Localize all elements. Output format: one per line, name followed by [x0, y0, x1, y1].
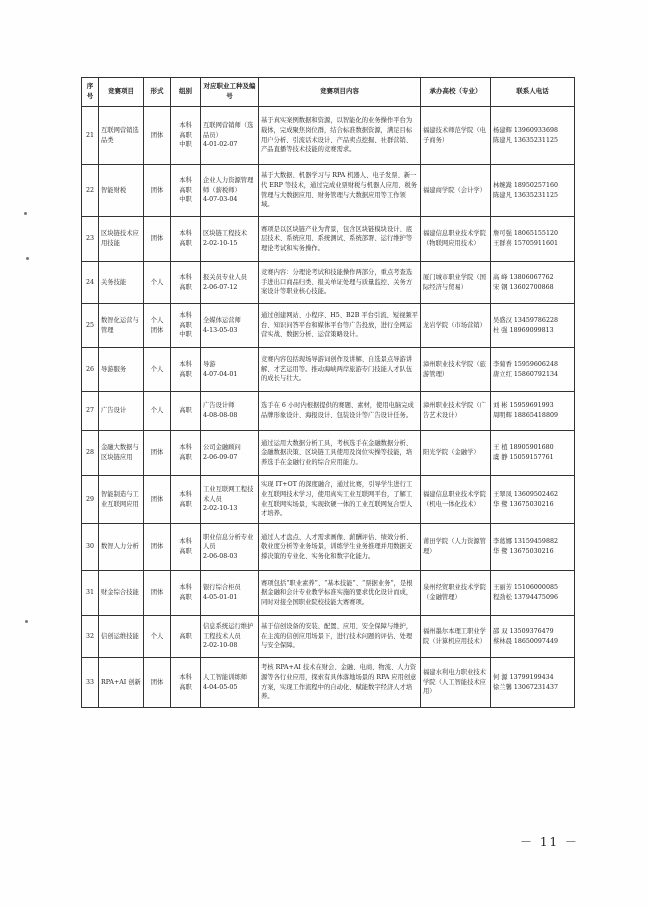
row-form: 团体 — [144, 476, 171, 524]
row-contact — [491, 658, 575, 708]
row-group: 本科 高职 — [171, 348, 201, 392]
scan-speck — [25, 620, 28, 623]
row-form: 团体 — [144, 107, 171, 165]
table-row — [82, 165, 575, 217]
contact-line: 唐立红 15860792134 — [493, 370, 558, 378]
row-content: 考核 RPA+AI 技术在财会、金融、电商、物流、人力资源等各行业应用，探索有具体落地场景的 RPA 应用创意方案，实现工作流程中的自动化、赋能数字经济人才培养。 — [259, 658, 421, 708]
row-content: 实现 IT+OT 的深度融合，通过比赛，引导学生进行工业互联网技术学习，使用真实工业互联网平台，了解工业互联网实场景，实现软硬一体的工业互联网复合型人才培养。 — [259, 476, 421, 524]
row-item: 财金综合技能 — [99, 571, 144, 616]
row-item: 信创运维技能 — [99, 616, 144, 658]
row-group: 本科 高职 中职 — [171, 165, 201, 217]
row-group: 高职 — [171, 392, 201, 431]
row-profession: 职业信息分析专业人员 2-06-08-03 — [201, 524, 259, 571]
row-contact — [491, 524, 575, 571]
row-school: 福建商学院（会计学） — [421, 165, 491, 217]
contact-line: 林婉嵩 18950257160 — [493, 181, 558, 189]
row-seq: 30 — [82, 524, 99, 571]
table-row — [82, 304, 575, 348]
contact-line: 宋 钢 13602700868 — [493, 283, 554, 291]
row-form: 个人 — [144, 392, 171, 431]
row-school: 福州墨尔本理工职业学院（计算机应用技术） — [421, 616, 491, 658]
row-profession: 全媒体运营师 4-13-05-03 — [201, 304, 259, 348]
row-group: 本科 高职 — [171, 217, 201, 262]
row-profession: 银行综合柜员 4-05-01-01 — [201, 571, 259, 616]
header-seq: 序号 — [82, 78, 99, 107]
row-item: 智能财税 — [99, 165, 144, 217]
row-school: 泉州经贸职业技术学院（金融管理） — [421, 571, 491, 616]
row-contact — [491, 165, 575, 217]
row-item: 区块链技术应用技能 — [99, 217, 144, 262]
contact-line: 王丽芳 15106000085 — [493, 584, 558, 592]
row-contact — [491, 616, 575, 658]
row-content: 竞赛内容包括现场导游词创作及讲解、自选景点导游讲解、才艺运用等。推动海峡两岸旅游专门技能人才队伍的成长与壮大。 — [259, 348, 421, 392]
contact-line: 华 鹭 13675030216 — [493, 500, 554, 508]
header-content: 竞赛项目内容 — [259, 78, 421, 107]
row-contact — [491, 431, 575, 476]
row-item: 数智化运营与管理 — [99, 304, 144, 348]
row-content: 基于真实案例数据和资源，以智能化的业务操作平台为载体，完成聚焦岗位群，结合标准数据资源，满足目标用户分析、引流话术设计、产品卖点挖掘、社群营销、产品直播等技术技能的竞赛需求。 — [259, 107, 421, 165]
row-contact — [491, 217, 575, 262]
row-profession: 信息系统运行维护工程技术人员 2-02-10-08 — [201, 616, 259, 658]
header-group: 组别 — [171, 78, 201, 107]
row-contact — [491, 304, 575, 348]
row-profession: 导游 4-07-04-01 — [201, 348, 259, 392]
row-seq: 28 — [82, 431, 99, 476]
table-row — [82, 431, 575, 476]
row-school: 厦门城市职业学院（国际经济与贸易） — [421, 262, 491, 304]
table-row — [82, 217, 575, 262]
row-school: 莆田学院（人力资源管理） — [421, 524, 491, 571]
row-profession: 企业人力资源管理师（薪税师） 4-07-03-04 — [201, 165, 259, 217]
row-seq: 21 — [82, 107, 99, 165]
row-item: 广告设计 — [99, 392, 144, 431]
row-content: 竞赛内容：分理论考试和技能操作两部分，重点考查选手进出口商品归类、报关单证处理与质量监控、关务方案设计等职业核心技能。 — [259, 262, 421, 304]
row-group: 本科 高职 — [171, 658, 201, 708]
row-content: 通过人才盘点、人才需求画像、薪酬评估、绩效分析、敬业度分析等业务场景，训练学生业务推理并用数据支撑决策的专业化、实务化和数字化能力。 — [259, 524, 421, 571]
row-seq: 23 — [82, 217, 99, 262]
contact-line: 刘 彬 15959691993 — [493, 402, 554, 410]
contact-line: 杨建辉 13960933698 — [493, 126, 558, 134]
row-form: 个人 团体 — [144, 304, 171, 348]
row-school: 阳光学院（金融学） — [421, 431, 491, 476]
table-row — [82, 348, 575, 392]
row-school: 漳州职业技术学院（广告艺术设计） — [421, 392, 491, 431]
row-contact — [491, 262, 575, 304]
row-group: 本科 高职 中职 — [171, 107, 201, 165]
contact-line: 周明辉 18865418809 — [493, 412, 558, 419]
row-profession: 工业互联网工程技术人员 2-02-10-13 — [201, 476, 259, 524]
contact-line: 詹可强 18065155120 — [493, 230, 558, 238]
contact-line: 王群喜 15705911601 — [493, 240, 558, 247]
row-item: RPA+AI 创新 — [99, 658, 144, 708]
row-content: 基于信创设备的安装、配置、应用、安全保障与维护，在主流的信创应用场景下，进行技术问题的评估、处理与安全保障。 — [259, 616, 421, 658]
row-seq: 24 — [82, 262, 99, 304]
table-row — [82, 571, 575, 616]
row-form: 团体 — [144, 524, 171, 571]
row-group: 本科 高职 — [171, 571, 201, 616]
header-profession: 对应职业工种及编号 — [201, 78, 259, 107]
row-group: 本科 高职 — [171, 262, 201, 304]
row-content: 通过运用大数据分析工具，考核选手在金融数据分析、金融数据决策、区块链工具使用及岗位实操等技能，培养选手在金融行业的综合应用能力。 — [259, 431, 421, 476]
row-group: 本科 高职 — [171, 476, 201, 524]
contact-line: 高 峰 13806067762 — [493, 273, 554, 281]
row-school: 福建信息职业技术学院（物联网应用技术） — [421, 217, 491, 262]
header-form: 形式 — [144, 78, 171, 107]
contact-line: 杜 强 18969099813 — [493, 326, 554, 334]
row-profession: 互联网营销师（选品员） 4-01-02-07 — [201, 107, 259, 165]
row-group: 本科 高职 — [171, 524, 201, 571]
row-form: 团体 — [144, 165, 171, 217]
table-row — [82, 476, 575, 524]
row-item: 关务技能 — [99, 262, 144, 304]
row-school: 龙岩学院（市场营销） — [421, 304, 491, 348]
row-content: 基于大数据、机器学习与 RPA 机器人、电子发票、新一代 ERP 等技术，通过完成业票财税与机器人应用、税务管理与大数据应用、财务管理与大数据应用等工作领域。 — [259, 165, 421, 217]
row-profession: 区块链工程技术 2-02-10-15 — [201, 217, 259, 262]
row-school: 福建信息职业技术学院（机电一体化技术） — [421, 476, 491, 524]
contact-line: 吴盛汉 13459786228 — [493, 316, 558, 324]
row-seq: 22 — [82, 165, 99, 217]
contact-line: 徐兰馨 13067231437 — [493, 683, 558, 691]
header-contact: 联系人电话 — [491, 78, 575, 107]
contact-line: 李菊香 15959606248 — [493, 360, 558, 368]
row-contact — [491, 107, 575, 165]
contact-line: 王翠凤 13609502462 — [493, 490, 558, 498]
contact-line: 华 鹭 13675030216 — [493, 548, 554, 555]
scan-speck — [26, 257, 29, 260]
row-school: 福建技术师范学院（电子商务） — [421, 107, 491, 165]
row-item: 智能制造与工业互联网应用 — [99, 476, 144, 524]
row-form: 团体 — [144, 658, 171, 708]
table-row — [82, 524, 575, 571]
row-content: 赛项是以区块链产业为背景，包含区块链模块设计、底层技术、系统应用、系统测试、系统部署、运行维护等理论考试和实务操作。 — [259, 217, 421, 262]
row-seq: 32 — [82, 616, 99, 658]
contact-line: 何 源 13799199434 — [493, 673, 554, 681]
row-seq: 27 — [82, 392, 99, 431]
row-form: 团体 — [144, 571, 171, 616]
scan-speck — [24, 212, 27, 215]
row-form: 个人 — [144, 262, 171, 304]
row-group: 本科 高职 — [171, 431, 201, 476]
row-seq: 31 — [82, 571, 99, 616]
contact-line: 李葛娜 13159459882 — [493, 538, 558, 546]
page-number: － 11 － — [520, 835, 579, 849]
table-row — [82, 107, 575, 165]
row-contact — [491, 476, 575, 524]
row-seq: 29 — [82, 476, 99, 524]
header-school: 承办高校（专业） — [421, 78, 491, 107]
table-row — [82, 658, 575, 708]
table-row — [82, 616, 575, 658]
contact-line: 王 植 18905901680 — [493, 444, 554, 452]
row-group: 本科 高职 中职 — [171, 304, 201, 348]
row-profession: 广告设计师 4-08-08-08 — [201, 392, 259, 431]
header-row — [82, 78, 575, 107]
row-seq: 33 — [82, 658, 99, 708]
row-contact — [491, 571, 575, 616]
contact-line: 陈建凡 13635231125 — [493, 191, 558, 199]
table-row — [82, 392, 575, 431]
row-form: 团体 — [144, 431, 171, 476]
contact-line: 虞 静 15059157761 — [493, 454, 554, 461]
header-item: 竞赛项目 — [99, 78, 144, 107]
contact-line: 陈建凡 13635231125 — [493, 136, 558, 144]
row-item: 导游服务 — [99, 348, 144, 392]
row-form: 个人 — [144, 348, 171, 392]
row-content: 选手在 6 小时内根据提供的赛题、素材，使用电脑完成品牌形象设计、海报设计、包装设计等广告设计任务。 — [259, 392, 421, 431]
contact-line: 邵 双 13509376479 — [493, 627, 554, 635]
row-form: 个人 — [144, 616, 171, 658]
row-profession: 人工智能训练师 4-04-05-05 — [201, 658, 259, 708]
row-content: 赛项包括“职业素养”、“基本技能”、“票据业务”，是根据金融和会计专业教学标准实施的要求优化设计而成，同时对接全国职业院校技能大赛赛项。 — [259, 571, 421, 616]
row-profession: 报关员专业人员 2-06-07-12 — [201, 262, 259, 304]
row-content: 通过创建网站、小程序、H5、B2B 平台引流、短视频平台、知识问答平台和媒体平台等广告投放，进行全网运营实战、数据分析、运营策略设计。 — [259, 304, 421, 348]
row-contact — [491, 392, 575, 431]
row-item: 金融大数据与区块链应用 — [99, 431, 144, 476]
competition-table — [81, 77, 575, 708]
row-item: 数智人力分析 — [99, 524, 144, 571]
row-school: 福建水利电力职业技术学院（人工智能技术应用） — [421, 658, 491, 708]
row-contact — [491, 348, 575, 392]
row-seq: 26 — [82, 348, 99, 392]
row-profession: 公司金融顾问 2-06-09-07 — [201, 431, 259, 476]
row-school: 漳州职业技术学院（旅游管理） — [421, 348, 491, 392]
row-group: 高职 — [171, 616, 201, 658]
table-row — [82, 262, 575, 304]
row-item: 互联网营销选品类 — [99, 107, 144, 165]
row-seq: 25 — [82, 304, 99, 348]
row-form: 团体 — [144, 217, 171, 262]
contact-line: 蔡林晨 18650097449 — [493, 637, 558, 645]
contact-line: 程劲松 13794475096 — [493, 594, 558, 601]
